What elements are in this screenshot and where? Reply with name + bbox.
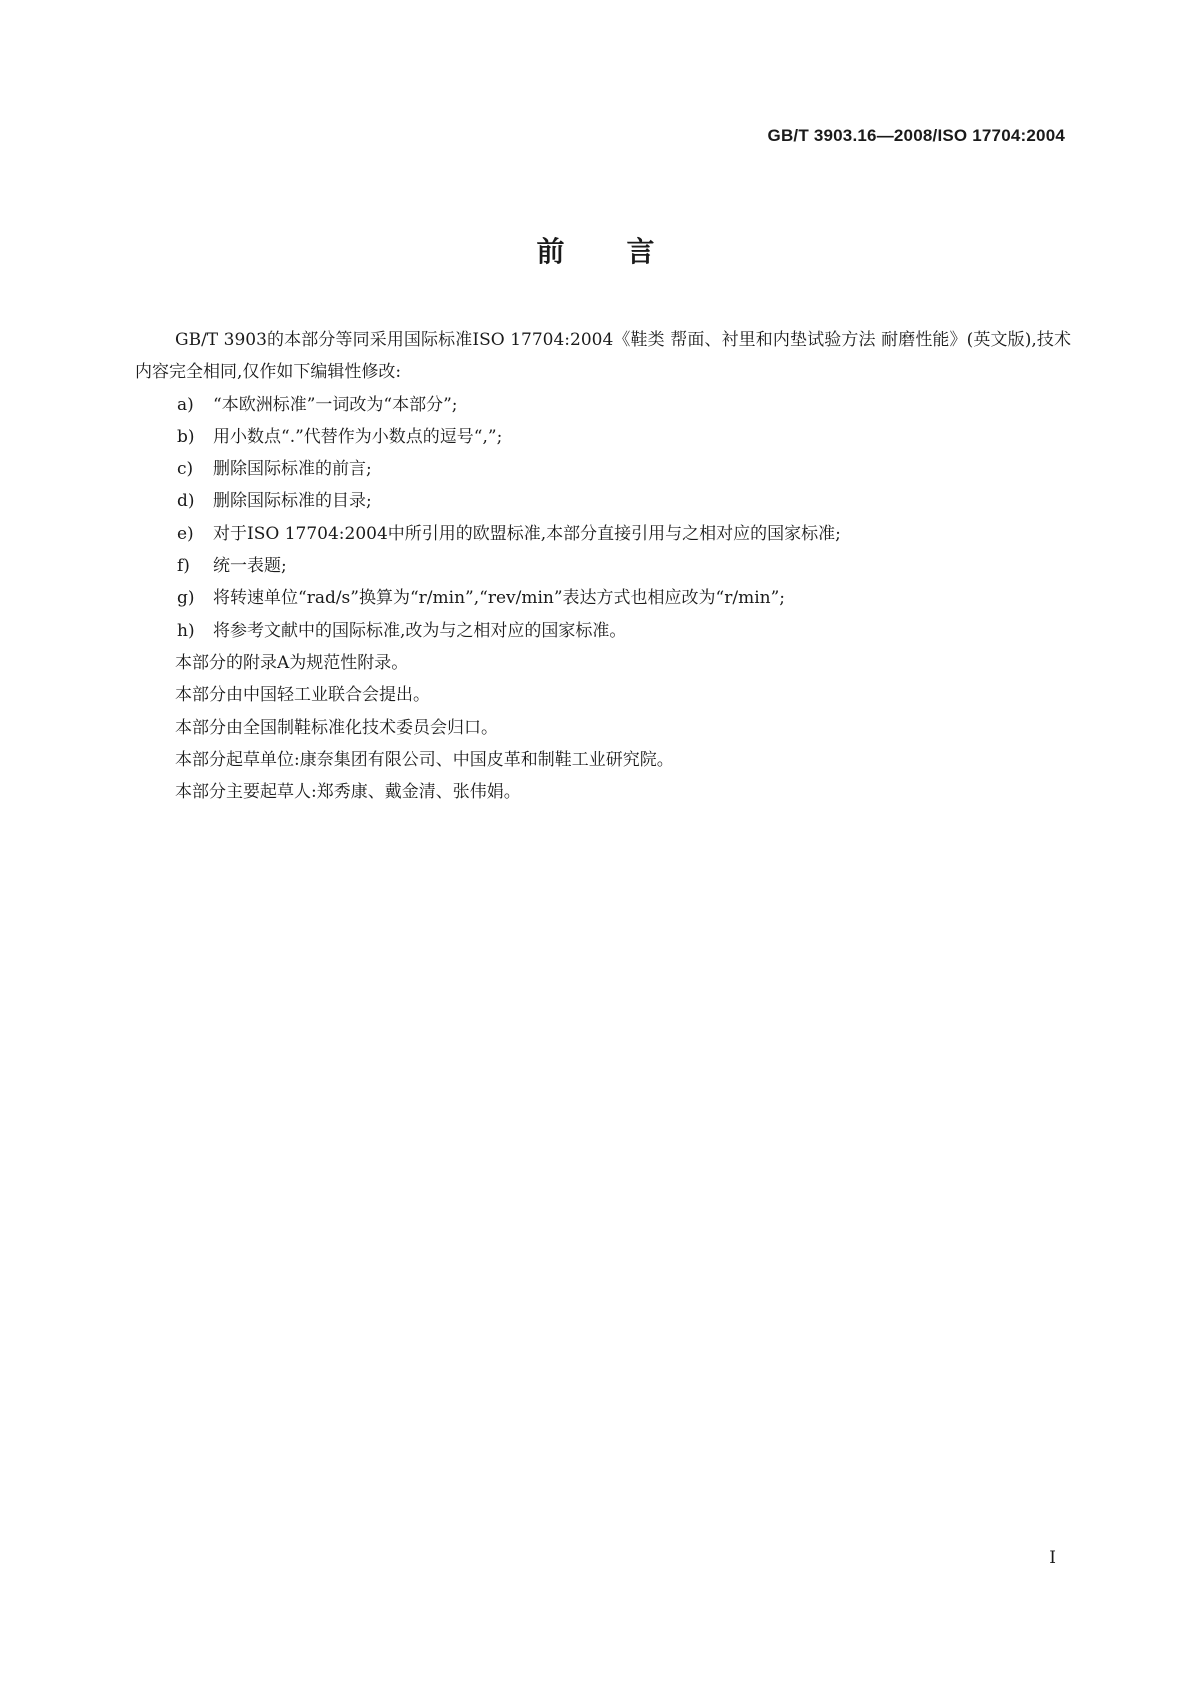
list-item (135, 615, 1071, 647)
list-marker: a) (177, 394, 194, 415)
foreword-body (135, 324, 1071, 808)
list-item-text: 删除国际标准的前言; (213, 459, 372, 480)
annex-statement: 本部分的附录A为规范性附录。 (175, 652, 409, 673)
drafters-statement: 本部分主要起草人:郑秀康、戴金清、张伟娟。 (175, 782, 521, 803)
list-item-text: 将参考文献中的国际标准,改为与之相对应的国家标准。 (213, 620, 627, 641)
list-marker: f) (177, 556, 190, 577)
committee-statement: 本部分由全国制鞋标准化技术委员会归口。 (175, 717, 498, 738)
list-item (135, 485, 1071, 517)
list-marker: d) (177, 491, 195, 512)
list-item (135, 582, 1071, 614)
list-marker: g) (177, 588, 195, 609)
list-item (135, 389, 1071, 421)
list-item-text: 将转速单位“rad/s”换算为“r/min”,“rev/min”表达方式也相应改为“r/min”; (213, 588, 785, 609)
page-number: I (1049, 1548, 1056, 1568)
list-item (135, 550, 1071, 582)
intro-paragraph: GB/T 3903的本部分等同采用国际标准ISO 17704:2004《鞋类 帮面、衬里和内垫试验方法 耐磨性能》(英文版),技术内容完全相同,仅作如下编辑性修改: (135, 330, 1071, 383)
list-item-text: 统一表题; (213, 556, 287, 577)
list-marker: h) (177, 620, 195, 641)
drafting-units-statement: 本部分起草单位:康奈集团有限公司、中国皮革和制鞋工业研究院。 (175, 749, 674, 770)
standard-code: GB/T 3903.16—2008/ISO 17704:2004 (767, 126, 1065, 145)
list-marker: c) (177, 459, 194, 480)
list-item-text: “本欧洲标准”一词改为“本部分”; (213, 394, 458, 415)
list-item-text: 用小数点“.”代替作为小数点的逗号“,”; (213, 426, 503, 447)
list-item-text: 对于ISO 17704:2004中所引用的欧盟标准,本部分直接引用与之相对应的国家标准; (213, 523, 841, 544)
proposer-statement: 本部分由中国轻工业联合会提出。 (175, 685, 430, 706)
list-item-text: 删除国际标准的目录; (213, 491, 372, 512)
list-marker: e) (177, 523, 194, 544)
list-item (135, 453, 1071, 485)
list-item (135, 518, 1071, 550)
modification-list (135, 389, 1071, 647)
page-title: 前言 (536, 235, 717, 268)
list-item (135, 421, 1071, 453)
list-marker: b) (177, 426, 195, 447)
